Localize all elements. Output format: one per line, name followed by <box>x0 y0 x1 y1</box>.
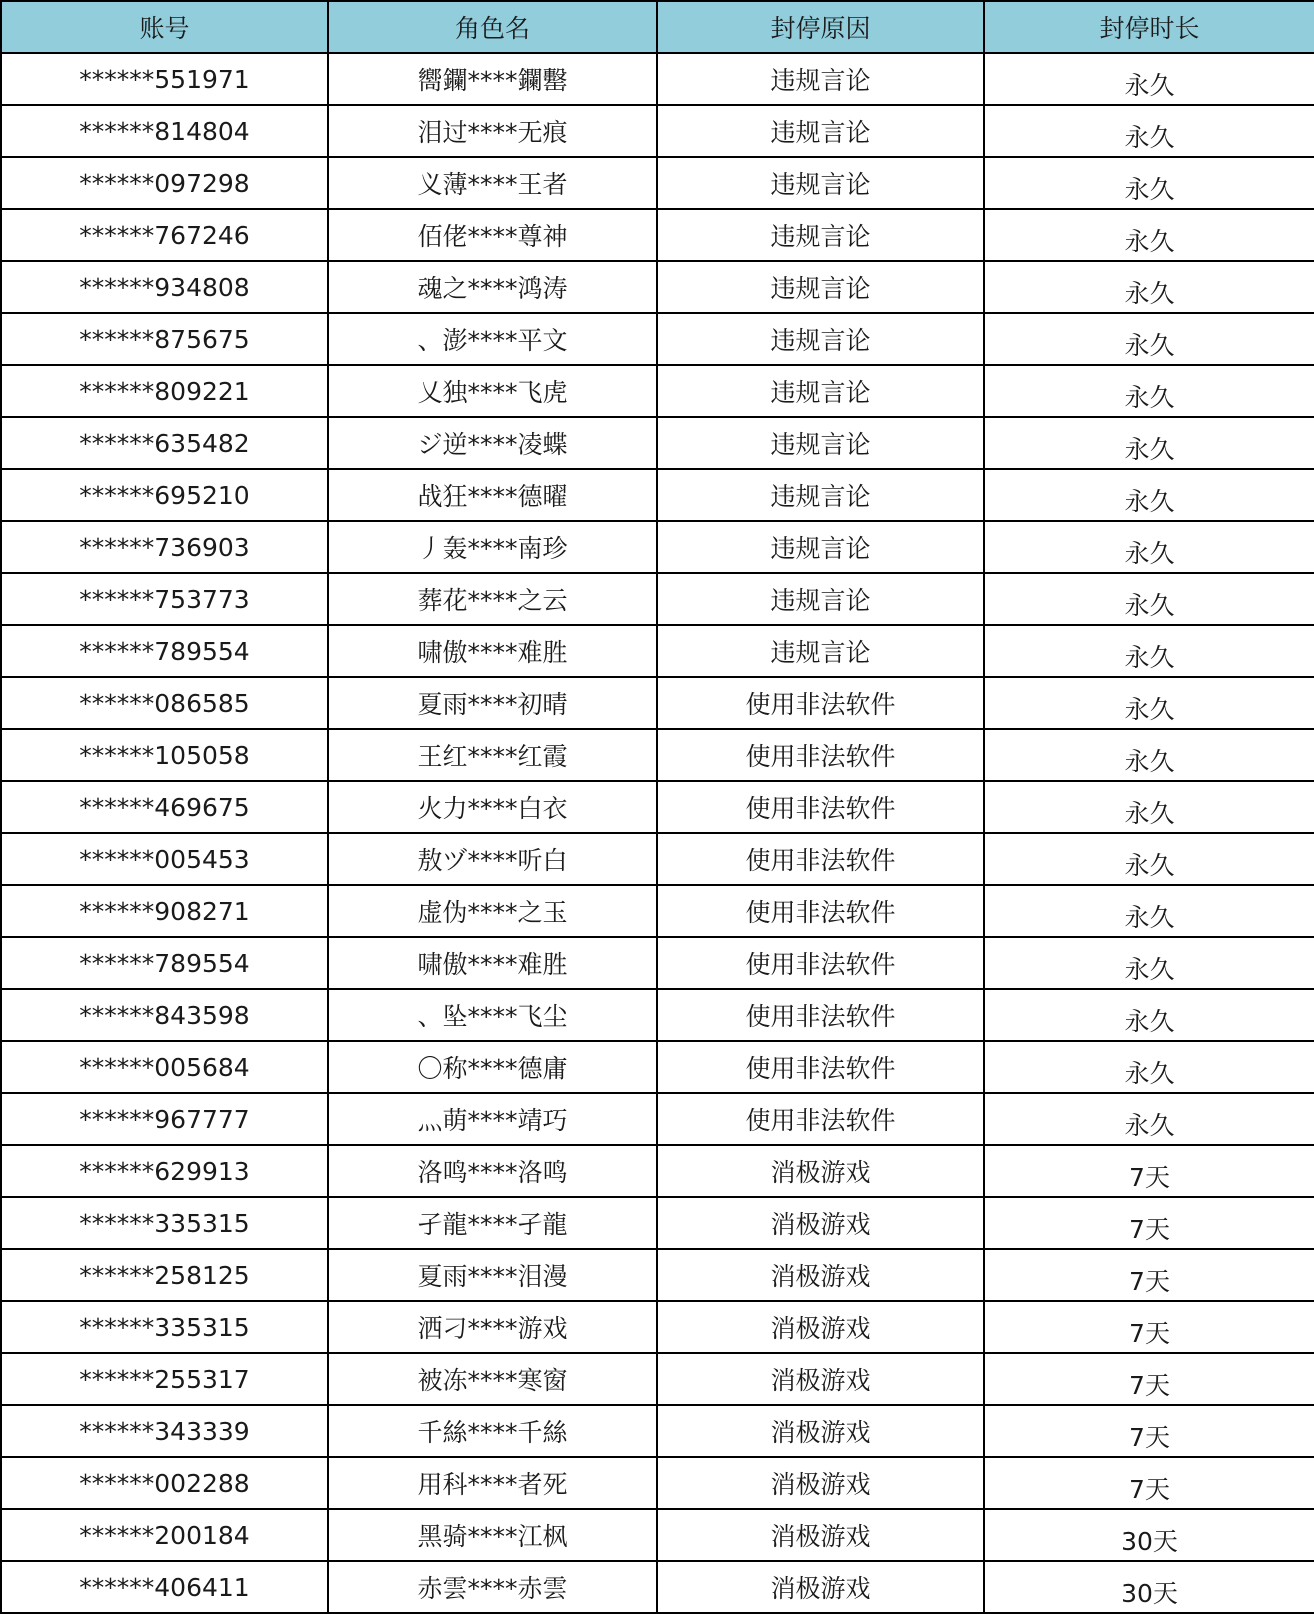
role-name-cell: 乂独****飞虎 <box>328 365 657 417</box>
account-cell: ******695210 <box>1 469 328 521</box>
ban-reason-cell: 违规言论 <box>657 365 984 417</box>
account-cell: ******767246 <box>1 209 328 261</box>
table-row <box>1 417 1314 469</box>
table-row <box>1 625 1314 677</box>
ban-duration-cell: 30天 <box>984 1509 1314 1561</box>
ban-duration-cell: 7天 <box>984 1405 1314 1457</box>
ban-duration-cell: 永久 <box>984 677 1314 729</box>
ban-duration-cell: 7天 <box>984 1353 1314 1405</box>
ban-reason-cell: 消极游戏 <box>657 1301 984 1353</box>
table-body <box>1 53 1314 1613</box>
role-name-cell: 黑骑****江枫 <box>328 1509 657 1561</box>
account-cell: ******097298 <box>1 157 328 209</box>
ban-reason-cell: 消极游戏 <box>657 1509 984 1561</box>
table-row <box>1 1197 1314 1249</box>
ban-duration-cell: 永久 <box>984 781 1314 833</box>
ban-reason-cell: 违规言论 <box>657 521 984 573</box>
role-name-cell: 、坠****飞尘 <box>328 989 657 1041</box>
table-row <box>1 1509 1314 1561</box>
ban-duration-cell: 永久 <box>984 157 1314 209</box>
ban-duration-cell: 永久 <box>984 417 1314 469</box>
ban-duration-cell: 永久 <box>984 625 1314 677</box>
table-row <box>1 1145 1314 1197</box>
ban-reason-cell: 违规言论 <box>657 469 984 521</box>
role-name-cell: 丿轰****南珍 <box>328 521 657 573</box>
ban-duration-cell: 永久 <box>984 989 1314 1041</box>
ban-reason-cell: 使用非法软件 <box>657 729 984 781</box>
role-name-cell: 嚮鑭****鑭罊 <box>328 53 657 105</box>
table-row <box>1 53 1314 105</box>
table-row <box>1 1405 1314 1457</box>
ban-reason-cell: 消极游戏 <box>657 1197 984 1249</box>
table-row <box>1 105 1314 157</box>
role-name-cell: 赤雲****赤雲 <box>328 1561 657 1613</box>
role-name-cell: 夏雨****初晴 <box>328 677 657 729</box>
role-name-cell: 葬花****之云 <box>328 573 657 625</box>
table-row <box>1 1301 1314 1353</box>
table-row <box>1 885 1314 937</box>
account-cell: ******789554 <box>1 937 328 989</box>
ban-reason-cell: 违规言论 <box>657 105 984 157</box>
ban-duration-cell: 永久 <box>984 365 1314 417</box>
ban-duration-cell: 永久 <box>984 729 1314 781</box>
ban-duration-cell: 永久 <box>984 521 1314 573</box>
header-role-name: 角色名 <box>328 1 657 53</box>
header-ban-reason: 封停原因 <box>657 1 984 53</box>
role-name-cell: 义薄****王者 <box>328 157 657 209</box>
ban-reason-cell: 使用非法软件 <box>657 1093 984 1145</box>
table-row <box>1 937 1314 989</box>
ban-reason-cell: 违规言论 <box>657 209 984 261</box>
ban-reason-cell: 消极游戏 <box>657 1405 984 1457</box>
account-cell: ******875675 <box>1 313 328 365</box>
account-cell: ******258125 <box>1 1249 328 1301</box>
ban-reason-cell: 消极游戏 <box>657 1249 984 1301</box>
ban-duration-cell: 永久 <box>984 885 1314 937</box>
ban-reason-cell: 消极游戏 <box>657 1353 984 1405</box>
ban-duration-cell: 永久 <box>984 105 1314 157</box>
header-ban-duration: 封停时长 <box>984 1 1314 53</box>
account-cell: ******343339 <box>1 1405 328 1457</box>
table-row <box>1 729 1314 781</box>
account-cell: ******335315 <box>1 1197 328 1249</box>
role-name-cell: 孑龍****孑龍 <box>328 1197 657 1249</box>
account-cell: ******005684 <box>1 1041 328 1093</box>
table-header <box>1 1 1314 53</box>
account-cell: ******814804 <box>1 105 328 157</box>
role-name-cell: 佰佬****尊神 <box>328 209 657 261</box>
account-cell: ******200184 <box>1 1509 328 1561</box>
role-name-cell: 战狂****德曜 <box>328 469 657 521</box>
ban-reason-cell: 使用非法软件 <box>657 781 984 833</box>
role-name-cell: 火力****白衣 <box>328 781 657 833</box>
table-row <box>1 313 1314 365</box>
account-cell: ******005453 <box>1 833 328 885</box>
account-cell: ******335315 <box>1 1301 328 1353</box>
ban-reason-cell: 消极游戏 <box>657 1145 984 1197</box>
role-name-cell: 用科****者死 <box>328 1457 657 1509</box>
table-row <box>1 1457 1314 1509</box>
ban-duration-cell: 永久 <box>984 833 1314 885</box>
role-name-cell: 千絲****千絲 <box>328 1405 657 1457</box>
table-row <box>1 573 1314 625</box>
ban-duration-cell: 永久 <box>984 1041 1314 1093</box>
role-name-cell: 、澎****平文 <box>328 313 657 365</box>
ban-reason-cell: 消极游戏 <box>657 1457 984 1509</box>
role-name-cell: 〇称****德庸 <box>328 1041 657 1093</box>
role-name-cell: 灬萌****靖巧 <box>328 1093 657 1145</box>
ban-duration-cell: 7天 <box>984 1197 1314 1249</box>
role-name-cell: 被冻****寒窗 <box>328 1353 657 1405</box>
account-cell: ******406411 <box>1 1561 328 1613</box>
role-name-cell: 泪过****无痕 <box>328 105 657 157</box>
table-row <box>1 1041 1314 1093</box>
ban-duration-cell: 永久 <box>984 209 1314 261</box>
ban-reason-cell: 使用非法软件 <box>657 1041 984 1093</box>
ban-duration-cell: 7天 <box>984 1301 1314 1353</box>
ban-reason-cell: 违规言论 <box>657 625 984 677</box>
role-name-cell: 夏雨****泪漫 <box>328 1249 657 1301</box>
ban-duration-cell: 30天 <box>984 1561 1314 1613</box>
role-name-cell: 洒刁****游戏 <box>328 1301 657 1353</box>
account-cell: ******086585 <box>1 677 328 729</box>
account-cell: ******967777 <box>1 1093 328 1145</box>
account-cell: ******753773 <box>1 573 328 625</box>
ban-reason-cell: 使用非法软件 <box>657 677 984 729</box>
ban-duration-cell: 7天 <box>984 1457 1314 1509</box>
ban-reason-cell: 使用非法软件 <box>657 937 984 989</box>
header-account: 账号 <box>1 1 328 53</box>
table-row <box>1 209 1314 261</box>
ban-duration-cell: 永久 <box>984 261 1314 313</box>
ban-duration-cell: 永久 <box>984 573 1314 625</box>
account-cell: ******908271 <box>1 885 328 937</box>
role-name-cell: 王红****红霞 <box>328 729 657 781</box>
ban-duration-cell: 7天 <box>984 1145 1314 1197</box>
table-row <box>1 469 1314 521</box>
table-row <box>1 1249 1314 1301</box>
ban-reason-cell: 使用非法软件 <box>657 989 984 1041</box>
ban-reason-cell: 违规言论 <box>657 313 984 365</box>
ban-duration-cell: 永久 <box>984 469 1314 521</box>
role-name-cell: 啸傲****难胜 <box>328 625 657 677</box>
table-row <box>1 261 1314 313</box>
table-row <box>1 833 1314 885</box>
account-cell: ******002288 <box>1 1457 328 1509</box>
ban-reason-cell: 违规言论 <box>657 261 984 313</box>
account-cell: ******629913 <box>1 1145 328 1197</box>
table-row <box>1 365 1314 417</box>
table-row <box>1 677 1314 729</box>
ban-reason-cell: 违规言论 <box>657 157 984 209</box>
role-name-cell: 魂之****鸿涛 <box>328 261 657 313</box>
table-row <box>1 157 1314 209</box>
ban-reason-cell: 使用非法软件 <box>657 885 984 937</box>
table-row <box>1 1561 1314 1613</box>
account-cell: ******469675 <box>1 781 328 833</box>
ban-duration-cell: 7天 <box>984 1249 1314 1301</box>
role-name-cell: 啸傲****难胜 <box>328 937 657 989</box>
ban-reason-cell: 消极游戏 <box>657 1561 984 1613</box>
ban-reason-cell: 违规言论 <box>657 573 984 625</box>
ban-reason-cell: 使用非法软件 <box>657 833 984 885</box>
ban-duration-cell: 永久 <box>984 1093 1314 1145</box>
ban-duration-cell: 永久 <box>984 313 1314 365</box>
account-cell: ******843598 <box>1 989 328 1041</box>
table-row <box>1 989 1314 1041</box>
ban-duration-cell: 永久 <box>984 937 1314 989</box>
table-row <box>1 1353 1314 1405</box>
role-name-cell: 洛鸣****洛鸣 <box>328 1145 657 1197</box>
table-row <box>1 521 1314 573</box>
account-cell: ******736903 <box>1 521 328 573</box>
ban-reason-cell: 违规言论 <box>657 53 984 105</box>
role-name-cell: 敖ヅ****听白 <box>328 833 657 885</box>
account-cell: ******934808 <box>1 261 328 313</box>
header-row <box>1 1 1314 53</box>
account-cell: ******809221 <box>1 365 328 417</box>
role-name-cell: ジ逆****凌蝶 <box>328 417 657 469</box>
account-cell: ******255317 <box>1 1353 328 1405</box>
table-row <box>1 781 1314 833</box>
ban-reason-cell: 违规言论 <box>657 417 984 469</box>
account-cell: ******105058 <box>1 729 328 781</box>
account-cell: ******551971 <box>1 53 328 105</box>
role-name-cell: 虚伪****之玉 <box>328 885 657 937</box>
table-row <box>1 1093 1314 1145</box>
ban-duration-cell: 永久 <box>984 53 1314 105</box>
account-cell: ******789554 <box>1 625 328 677</box>
account-cell: ******635482 <box>1 417 328 469</box>
